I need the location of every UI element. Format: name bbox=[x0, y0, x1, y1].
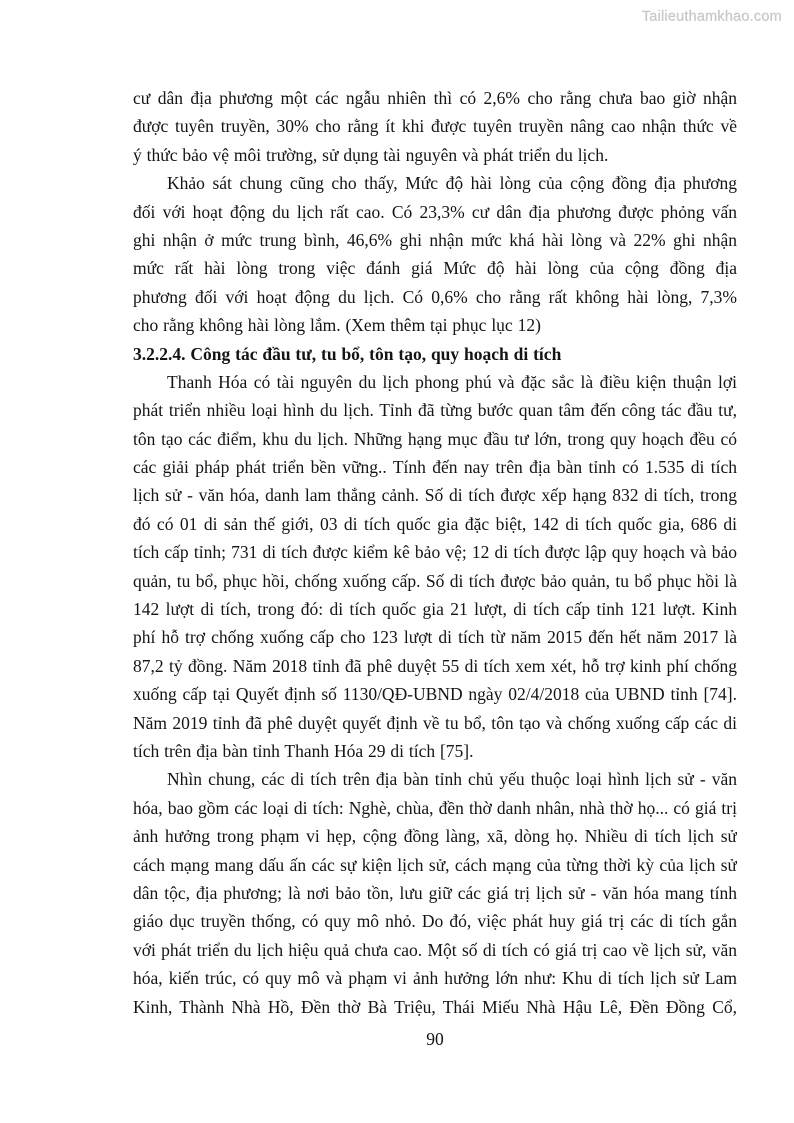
text-line: Thanh Hóa có tài nguyên du lịch phong phú và đặc sắc là điều kiện thuận lợi bbox=[167, 371, 737, 392]
text-line: cho rằng không hài lòng lắm. (Xem thêm tại phục lục 12) bbox=[133, 315, 541, 336]
text-line: ảnh hưởng trong phạm vi hẹp, cộng đồng làng, xã, dòng họ. Nhiều di tích lịch sử bbox=[133, 826, 737, 847]
text-line: ý thức bảo vệ môi trường, sử dụng tài nguyên và phát triển du lịch. bbox=[133, 144, 609, 165]
text-line: đối với hoạt động du lịch rất cao. Có 23,3% cư dân địa phương được phỏng vấn bbox=[133, 201, 737, 222]
section-heading: 3.2.2.4. Công tác đầu tư, tu bổ, tôn tạo, quy hoạch di tích bbox=[133, 343, 562, 364]
text-line: giáo dục truyền thống, có quy mô nhỏ. Do đó, việc phát huy giá trị các di tích gắn bbox=[133, 911, 737, 932]
text-line: Năm 2019 tỉnh đã phê duyệt quyết định về tu bổ, tôn tạo và chống xuống cấp các di bbox=[133, 712, 737, 733]
text-line: được tuyên truyền, 30% cho rằng ít khi được tuyên truyền nâng cao nhận thức về bbox=[133, 116, 737, 137]
text-line: Khảo sát chung cũng cho thấy, Mức độ hài lòng của cộng đồng địa phương bbox=[167, 173, 737, 194]
text-line: 87,2 tỷ đồng. Năm 2018 tỉnh đã phê duyệt 55 di tích xem xét, hỗ trợ kinh phí chống bbox=[133, 655, 737, 676]
text-line: phát triển nhiều loại hình du lịch. Tỉnh đã từng bước quan tâm đến công tác đầu tư, bbox=[133, 400, 737, 421]
body-text bbox=[133, 84, 737, 1021]
text-line: đó có 01 di sản thế giới, 03 di tích quốc gia đặc biệt, 142 di tích quốc gia, 686 di bbox=[133, 513, 737, 534]
text-line: tích cấp tỉnh; 731 di tích được kiểm kê bảo vệ; 12 di tích được lập quy hoạch và bảo bbox=[133, 542, 737, 563]
text-line: lịch sử - văn hóa, danh lam thắng cảnh. Số di tích được xếp hạng 832 di tích, trong bbox=[133, 485, 737, 506]
text-line: phí hỗ trợ chống xuống cấp cho 123 lượt di tích từ năm 2015 đến hết năm 2017 là bbox=[133, 627, 737, 648]
text-line: tôn tạo các điểm, khu du lịch. Những hạng mục đầu tư lớn, trong quy hoạch đều có bbox=[133, 428, 737, 449]
text-line: Nhìn chung, các di tích trên địa bàn tỉnh chủ yếu thuộc loại hình lịch sử - văn bbox=[167, 769, 737, 790]
text-line: cư dân địa phương một các ngẫu nhiên thì có 2,6% cho rằng chưa bao giờ nhận bbox=[133, 88, 737, 108]
text-line: phương đối với hoạt động du lịch. Có 0,6% cho rằng rất không hài lòng, 7,3% bbox=[133, 286, 737, 307]
text-line: quản, tu bổ, phục hồi, chống xuống cấp. Số di tích được bảo quản, tu bổ phục hồi là bbox=[133, 570, 737, 591]
text-line: với phát triển du lịch hiệu quả chưa cao. Một số di tích có giá trị cao về lịch sử, văn bbox=[133, 939, 737, 960]
text-line: Kinh, Thành Nhà Hồ, Đền thờ Bà Triệu, Thái Miếu Nhà Hậu Lê, Đền Đồng Cổ, bbox=[133, 996, 737, 1017]
text-line: tích trên địa bàn tỉnh Thanh Hóa 29 di tích [75]. bbox=[133, 740, 474, 761]
text-line: 142 lượt di tích, trong đó: di tích quốc gia 21 lượt, di tích cấp tỉnh 121 lượt. Kinh bbox=[133, 599, 737, 620]
text-line: các giải pháp phát triển bền vững.. Tính đến nay trên địa bàn tỉnh có 1.535 di tích bbox=[133, 457, 737, 478]
page-number: 90 bbox=[426, 1029, 444, 1049]
text-line: ghi nhận ở mức trung bình, 46,6% ghi nhận mức khá hài lòng và 22% ghi nhận bbox=[133, 229, 737, 250]
text-line: dân tộc, địa phương; là nơi bảo tồn, lưu giữ các giá trị lịch sử - văn hóa mang tính bbox=[133, 882, 737, 903]
watermark: Tailieuthamkhao.com bbox=[641, 9, 782, 25]
text-line: xuống cấp tại Quyết định số 1130/QĐ-UBND ngày 02/4/2018 của UBND tỉnh [74]. bbox=[133, 684, 737, 705]
text-line: mức rất hài lòng trong việc đánh giá Mức độ hài lòng của cộng đồng địa bbox=[133, 258, 737, 279]
text-line: cách mạng mang dấu ấn các sự kiện lịch sử, cách mạng của từng thời kỳ của lịch sử bbox=[133, 854, 737, 875]
text-line: hóa, kiến trúc, có quy mô và phạm vi ảnh hưởng lớn như: Khu di tích lịch sử Lam bbox=[133, 968, 737, 989]
text-line: hóa, bao gồm các loại di tích: Nghè, chùa, đền thờ danh nhân, nhà thờ họ... có giá trị bbox=[133, 797, 737, 818]
